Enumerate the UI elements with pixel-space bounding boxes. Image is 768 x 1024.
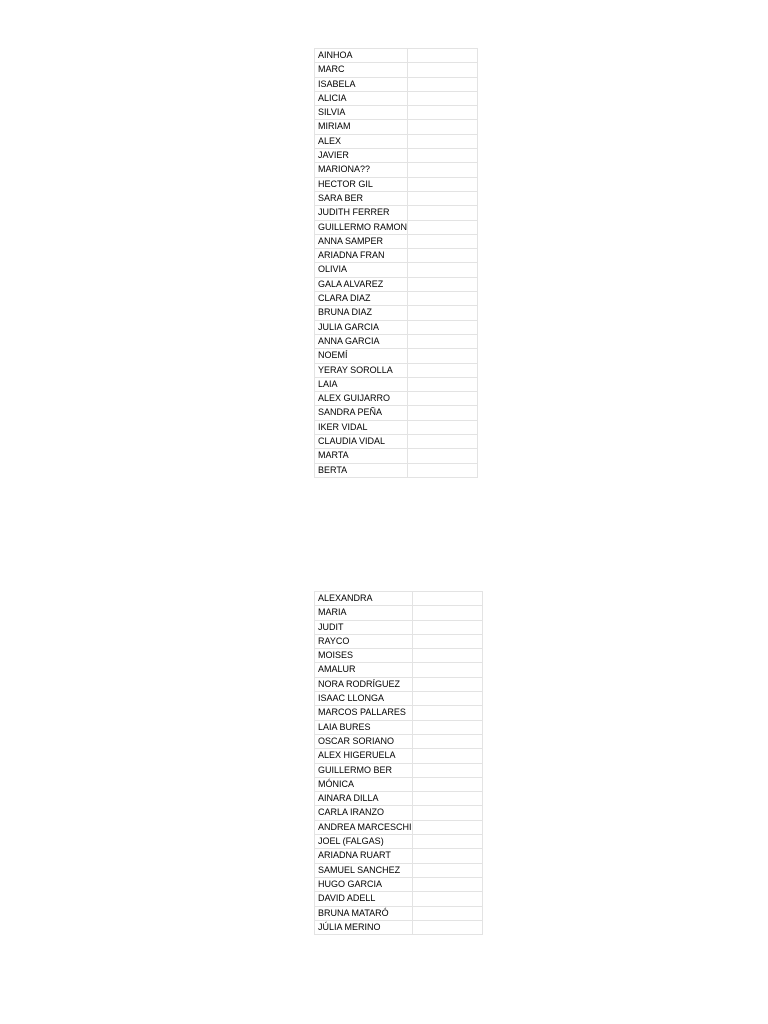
name-cell[interactable]: MARTA — [315, 449, 408, 463]
table-row — [315, 435, 478, 449]
name-cell[interactable]: MARIA — [315, 606, 413, 620]
name-cell[interactable]: AINARA DILLA — [315, 792, 413, 806]
name-cell[interactable]: JÚLIA MERINO — [315, 920, 413, 934]
name-cell[interactable]: HECTOR GIL — [315, 177, 408, 191]
name-cell[interactable]: BRUNA DIAZ — [315, 306, 408, 320]
empty-cell[interactable] — [408, 406, 478, 420]
name-cell[interactable]: SILVIA — [315, 106, 408, 120]
name-cell[interactable]: IKER VIDAL — [315, 420, 408, 434]
empty-cell[interactable] — [412, 749, 482, 763]
name-cell[interactable]: CLARA DIAZ — [315, 292, 408, 306]
table-row — [315, 849, 483, 863]
empty-cell[interactable] — [412, 806, 482, 820]
name-cell[interactable]: DAVID ADELL — [315, 892, 413, 906]
empty-cell[interactable] — [408, 206, 478, 220]
table-row — [315, 777, 483, 791]
empty-cell[interactable] — [412, 592, 482, 606]
table-row — [315, 206, 478, 220]
table-row — [315, 91, 478, 105]
table-row — [315, 249, 478, 263]
table-row — [315, 120, 478, 134]
name-cell[interactable]: MIRIAM — [315, 120, 408, 134]
name-cell[interactable]: JUDITH FERRER — [315, 206, 408, 220]
name-cell[interactable]: ISAAC LLONGA — [315, 692, 413, 706]
name-cell[interactable]: MARIONA?? — [315, 163, 408, 177]
empty-cell[interactable] — [412, 692, 482, 706]
table-row — [315, 191, 478, 205]
empty-cell[interactable] — [408, 306, 478, 320]
empty-cell[interactable] — [408, 463, 478, 477]
table-row — [315, 606, 483, 620]
table-row — [315, 763, 483, 777]
empty-cell[interactable] — [408, 134, 478, 148]
name-cell[interactable]: OLIVIA — [315, 263, 408, 277]
name-cell[interactable]: MÓNICA — [315, 777, 413, 791]
name-cell[interactable]: JUDIT — [315, 620, 413, 634]
name-cell[interactable]: CARLA IRANZO — [315, 806, 413, 820]
empty-cell[interactable] — [408, 234, 478, 248]
name-cell[interactable]: ISABELA — [315, 77, 408, 91]
empty-cell[interactable] — [408, 49, 478, 63]
table-row — [315, 792, 483, 806]
table-row — [315, 392, 478, 406]
empty-cell[interactable] — [408, 163, 478, 177]
name-cell[interactable]: OSCAR SORIANO — [315, 734, 413, 748]
empty-cell[interactable] — [412, 863, 482, 877]
table-row — [315, 292, 478, 306]
table-row — [315, 49, 478, 63]
table-row — [315, 349, 478, 363]
name-cell[interactable]: NOEMÍ — [315, 349, 408, 363]
table-row — [315, 920, 483, 934]
empty-cell[interactable] — [408, 149, 478, 163]
table-row — [315, 234, 478, 248]
name-cell[interactable]: ARIADNA FRAN — [315, 249, 408, 263]
table-row — [315, 406, 478, 420]
name-cell[interactable]: ANDREA MARCESCHI — [315, 820, 413, 834]
name-cell[interactable]: LAIA BURES — [315, 720, 413, 734]
table-row — [315, 906, 483, 920]
empty-cell[interactable] — [412, 706, 482, 720]
empty-cell[interactable] — [408, 449, 478, 463]
name-cell[interactable]: SANDRA PEÑA — [315, 406, 408, 420]
name-cell[interactable]: BRUNA MATARÓ — [315, 906, 413, 920]
empty-cell[interactable] — [412, 634, 482, 648]
empty-cell[interactable] — [408, 106, 478, 120]
name-cell[interactable]: CLAUDIA VIDAL — [315, 435, 408, 449]
empty-cell[interactable] — [408, 220, 478, 234]
empty-cell[interactable] — [408, 392, 478, 406]
empty-cell[interactable] — [412, 763, 482, 777]
table-row — [315, 877, 483, 891]
name-cell[interactable]: MOISES — [315, 649, 413, 663]
table-row — [315, 334, 478, 348]
name-cell[interactable]: RAYCO — [315, 634, 413, 648]
empty-cell[interactable] — [408, 249, 478, 263]
name-list-table-2 — [314, 591, 483, 935]
empty-cell[interactable] — [408, 263, 478, 277]
empty-cell[interactable] — [412, 777, 482, 791]
name-cell[interactable]: GUILLERMO BER — [315, 763, 413, 777]
name-cell[interactable]: ALEX — [315, 134, 408, 148]
empty-cell[interactable] — [408, 292, 478, 306]
table-row — [315, 634, 483, 648]
empty-cell[interactable] — [408, 120, 478, 134]
name-cell[interactable]: NORA RODRÍGUEZ — [315, 677, 413, 691]
table-row — [315, 149, 478, 163]
empty-cell[interactable] — [412, 849, 482, 863]
name-cell[interactable]: ANNA GARCIA — [315, 334, 408, 348]
table-row — [315, 892, 483, 906]
empty-cell[interactable] — [408, 349, 478, 363]
empty-cell[interactable] — [412, 606, 482, 620]
table-row — [315, 420, 478, 434]
name-cell[interactable]: BERTA — [315, 463, 408, 477]
empty-cell[interactable] — [412, 792, 482, 806]
empty-cell[interactable] — [408, 320, 478, 334]
empty-cell[interactable] — [412, 677, 482, 691]
table-row — [315, 220, 478, 234]
table-row — [315, 806, 483, 820]
empty-cell[interactable] — [412, 820, 482, 834]
table-row — [315, 706, 483, 720]
name-cell[interactable]: GALA ALVAREZ — [315, 277, 408, 291]
empty-cell[interactable] — [412, 835, 482, 849]
table-row — [315, 720, 483, 734]
empty-cell[interactable] — [408, 334, 478, 348]
empty-cell[interactable] — [412, 620, 482, 634]
table-row — [315, 177, 478, 191]
empty-cell[interactable] — [412, 892, 482, 906]
empty-cell[interactable] — [408, 63, 478, 77]
table-row — [315, 163, 478, 177]
table-row — [315, 306, 478, 320]
table-row — [315, 663, 483, 677]
table-row — [315, 77, 478, 91]
empty-cell[interactable] — [408, 177, 478, 191]
name-cell[interactable]: LAIA — [315, 377, 408, 391]
name-cell[interactable]: MARC — [315, 63, 408, 77]
name-cell[interactable]: SARA BER — [315, 191, 408, 205]
empty-cell[interactable] — [408, 91, 478, 105]
table-row — [315, 363, 478, 377]
table-row — [315, 863, 483, 877]
table-row — [315, 377, 478, 391]
empty-cell[interactable] — [412, 663, 482, 677]
table-row — [315, 749, 483, 763]
table-row — [315, 263, 478, 277]
empty-cell[interactable] — [408, 191, 478, 205]
table-row — [315, 134, 478, 148]
name-cell[interactable]: JULIA GARCIA — [315, 320, 408, 334]
name-cell[interactable]: JAVIER — [315, 149, 408, 163]
name-cell[interactable]: ARIADNA RUART — [315, 849, 413, 863]
empty-cell[interactable] — [412, 734, 482, 748]
table-row — [315, 449, 478, 463]
empty-cell[interactable] — [412, 649, 482, 663]
table-row — [315, 320, 478, 334]
name-cell[interactable]: YERAY SOROLLA — [315, 363, 408, 377]
name-cell[interactable]: GUILLERMO RAMON — [315, 220, 408, 234]
table-row — [315, 620, 483, 634]
name-list-table-1 — [314, 48, 478, 478]
table-row — [315, 63, 478, 77]
empty-cell[interactable] — [408, 77, 478, 91]
table-row — [315, 820, 483, 834]
name-cell[interactable]: ALEX GUIJARRO — [315, 392, 408, 406]
name-cell[interactable]: SAMUEL SANCHEZ — [315, 863, 413, 877]
name-cell[interactable]: ALEXANDRA — [315, 592, 413, 606]
table-row — [315, 592, 483, 606]
empty-cell[interactable] — [408, 363, 478, 377]
name-cell[interactable]: JOEL (FALGAS) — [315, 835, 413, 849]
table-row — [315, 277, 478, 291]
table-row — [315, 649, 483, 663]
table-row — [315, 677, 483, 691]
name-cell[interactable]: ALICIA — [315, 91, 408, 105]
empty-cell[interactable] — [412, 906, 482, 920]
name-cell[interactable]: HUGO GARCIA — [315, 877, 413, 891]
empty-cell[interactable] — [412, 877, 482, 891]
empty-cell[interactable] — [408, 435, 478, 449]
empty-cell[interactable] — [408, 420, 478, 434]
empty-cell[interactable] — [412, 720, 482, 734]
name-cell[interactable]: AMALUR — [315, 663, 413, 677]
name-cell[interactable]: ANNA SAMPER — [315, 234, 408, 248]
name-cell[interactable]: MARCOS PALLARES — [315, 706, 413, 720]
table-row — [315, 692, 483, 706]
empty-cell[interactable] — [412, 920, 482, 934]
table-row — [315, 463, 478, 477]
name-cell[interactable]: ALEX HIGERUELA — [315, 749, 413, 763]
empty-cell[interactable] — [408, 277, 478, 291]
empty-cell[interactable] — [408, 377, 478, 391]
table-row — [315, 734, 483, 748]
table-row — [315, 835, 483, 849]
name-cell[interactable]: AINHOA — [315, 49, 408, 63]
table-row — [315, 106, 478, 120]
